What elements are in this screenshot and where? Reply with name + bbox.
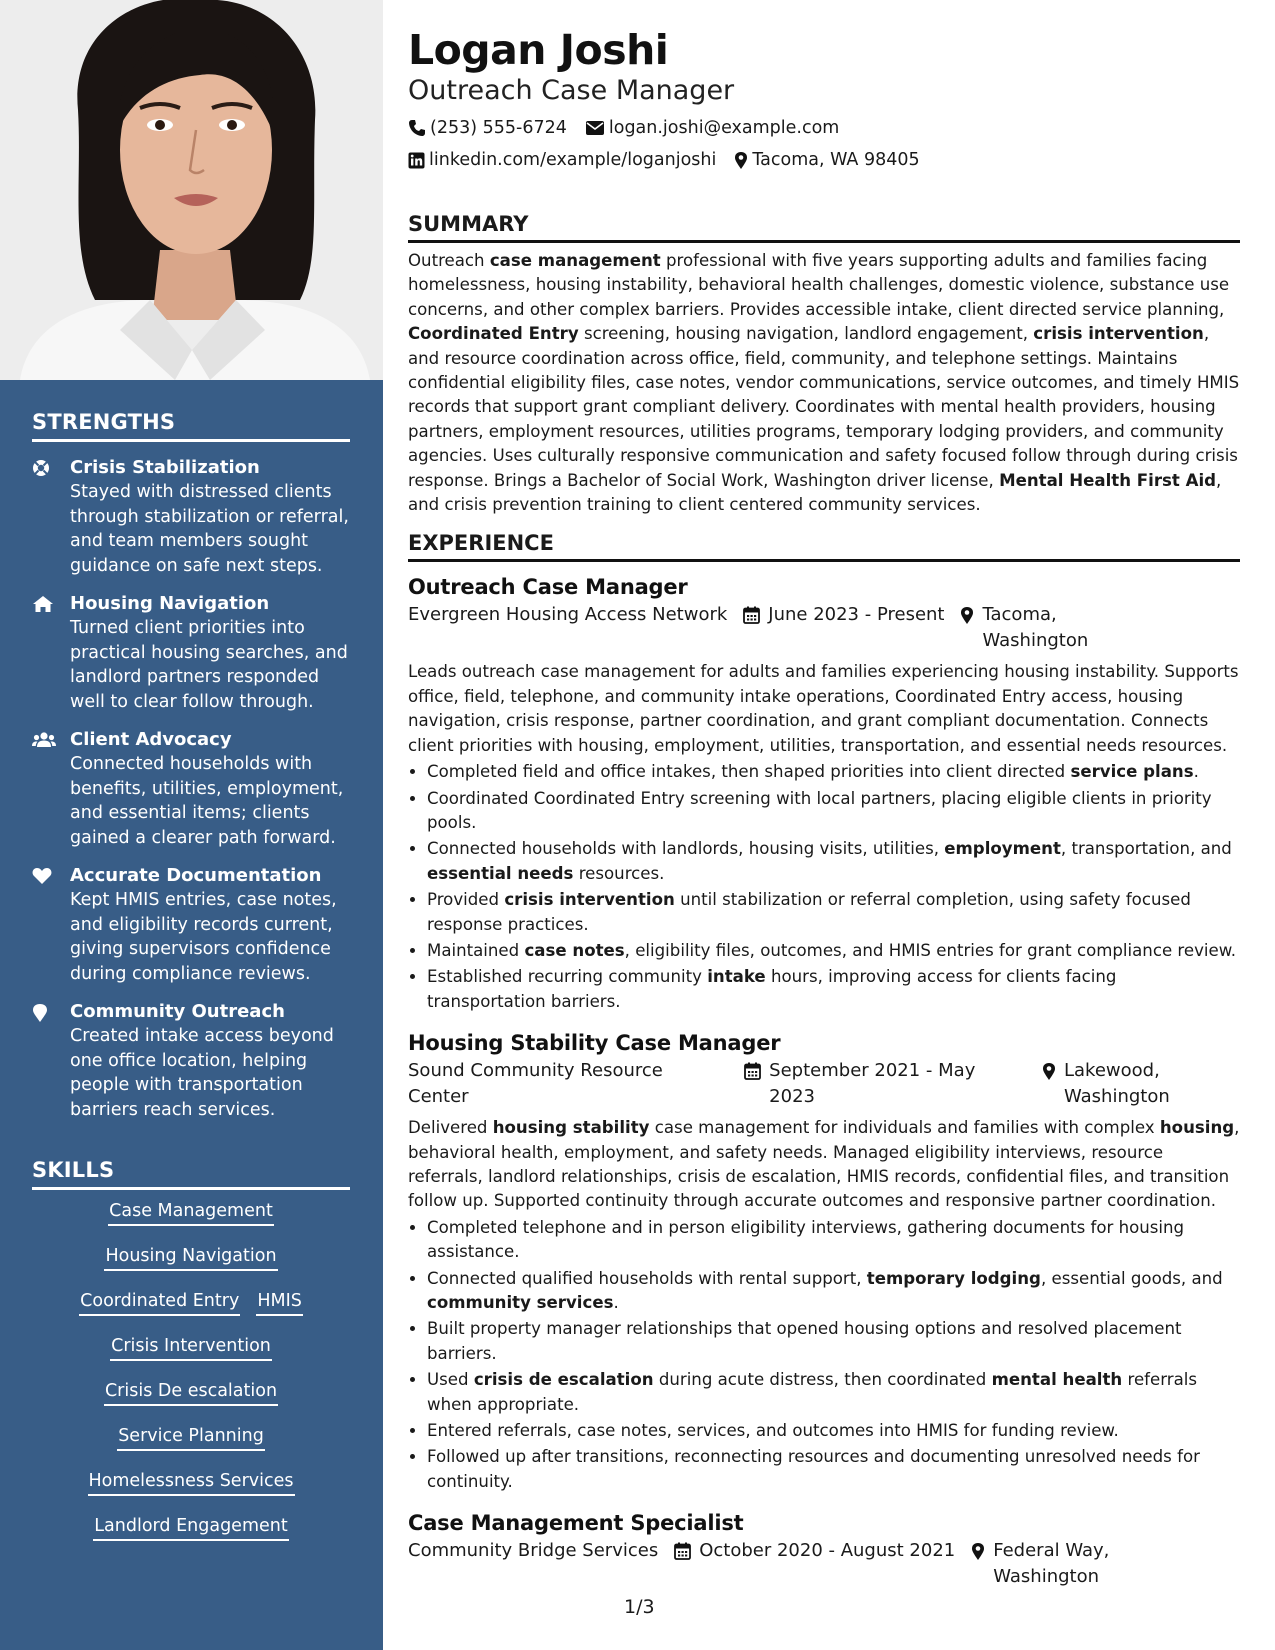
text-run: Built property manager relationships that opened housing options and resolved placement barriers. xyxy=(427,1319,1182,1363)
skills-section xyxy=(32,1158,350,1558)
text-run: referrals when appropriate. xyxy=(427,1370,1198,1414)
job-bullets xyxy=(408,1216,1240,1494)
bullet-item xyxy=(427,1419,1240,1443)
experience-list xyxy=(408,572,1240,1590)
strength-item xyxy=(32,456,350,578)
map-pin-icon xyxy=(32,1003,48,1023)
page-number: 1/3 xyxy=(624,1596,655,1618)
skill-tag: HMIS xyxy=(256,1288,303,1316)
strength-description: Stayed with distressed clients through stabilization or referral, and team members sought guidance on safe next steps. xyxy=(70,482,349,576)
bullet-item xyxy=(427,760,1240,784)
bold-keyword: crisis de escalation xyxy=(473,1370,654,1390)
job-entry xyxy=(408,572,1240,1014)
skill-tag: Crisis De escalation xyxy=(104,1378,278,1406)
text-run: Provided xyxy=(427,890,505,910)
text-run: professional with five years supporting adults and families facing homelessness, housing instability, behavioral health challenges, domestic violence, substance use concerns, and other complex barriers. Provides accessible intake, client directed service planning, xyxy=(408,251,1230,319)
skill-tag: Crisis Intervention xyxy=(110,1333,272,1361)
text-run: resources. xyxy=(573,863,665,883)
candidate-title: Outreach Case Manager xyxy=(408,75,735,106)
bold-keyword: mental health xyxy=(991,1370,1123,1390)
bullet-item xyxy=(427,888,1240,937)
bold-keyword: case notes xyxy=(524,940,625,960)
strength-description: Created intake access beyond one office location, helping people with transportation barriers reach services. xyxy=(70,1026,334,1120)
text-run: , and resource coordination across office, field, community, and telephone settings. Maintains confidential eligibility files, case notes, vendor communications, service outcomes, and timely HMIS records that support grant compliant delivery. Coordinates with mental health providers, housing partners, employment resources, utilities programs, temporary lodging providers, and community agencies. Uses culturally responsive communication and safety focused follow through during crisis response. Brings a Bachelor of Social Work, Washington driver license, xyxy=(408,324,1240,490)
text-run: , and crisis prevention training to client centered community services. xyxy=(408,470,1222,515)
bullet-item xyxy=(427,1216,1240,1265)
text-run: , essential goods, and xyxy=(1040,1268,1223,1288)
calendar-icon xyxy=(674,1542,691,1560)
users-icon xyxy=(32,731,56,749)
lifebuoy-icon xyxy=(32,459,50,477)
strength-item xyxy=(32,592,350,714)
skills-list xyxy=(32,1190,350,1545)
text-run: Completed telephone and in person eligibility interviews, gathering documents for housing assistance. xyxy=(427,1217,1185,1262)
text-run: Connected households with landlords, housing visits, utilities, xyxy=(427,839,945,859)
job-location xyxy=(1038,1058,1228,1110)
job-dates xyxy=(739,602,944,628)
heart-icon xyxy=(32,867,52,885)
text-run: Connected qualified households with rental support, xyxy=(427,1268,867,1288)
company-name: Community Bridge Services xyxy=(408,1540,659,1562)
bold-keyword: community services xyxy=(427,1293,614,1312)
text-run: Completed field and office intakes, then shaped priorities into client directed xyxy=(427,762,1071,782)
summary-heading: SUMMARY xyxy=(408,212,1240,243)
strength-title: Community Outreach xyxy=(70,1001,285,1022)
text-run: , behavioral health, employment, and safety needs. Managed eligibility interviews, resource referrals, landlord relationships, crisis de escalation, HMIS records, confidential files, and transition follow up. Supported continuity through accurate outcomes and responsive partner coordination. xyxy=(408,1118,1240,1211)
company-name: Sound Community Resource Center xyxy=(408,1060,663,1108)
bullet-item xyxy=(427,1267,1240,1316)
text-run: . xyxy=(613,1293,619,1312)
linkedin-icon xyxy=(408,152,425,169)
linkedin-link[interactable]: linkedin.com/example/loganjoshi xyxy=(429,150,717,170)
bold-keyword: housing stability xyxy=(492,1118,650,1138)
skill-tag: Homelessness Services xyxy=(88,1468,295,1496)
skill-tag: Landlord Engagement xyxy=(93,1513,288,1541)
job-dates-text: June 2023 - Present xyxy=(768,604,945,626)
job-meta xyxy=(408,1058,1240,1110)
text-run: Leads outreach case management for adults and families experiencing housing instability. Supports office, field, telephone, and community intake operations, Coordinated Entry access, housing navigation, crisis response, partner coordination, and grant compliant documentation. Connects client priorities with housing, employment, utilities, transportation, and essential needs resources. xyxy=(408,662,1239,755)
candidate-name: Logan Joshi xyxy=(408,26,669,74)
experience-heading: EXPERIENCE xyxy=(408,531,1240,562)
job-location-text: Lakewood, Washington xyxy=(1064,1060,1170,1108)
job-role: Housing Stability Case Manager xyxy=(408,1031,781,1056)
text-run: Delivered xyxy=(408,1118,493,1138)
bold-keyword: essential needs xyxy=(427,863,574,883)
job-meta xyxy=(408,602,1240,654)
bold-keyword: housing xyxy=(1159,1118,1235,1138)
text-run: , transportation, and xyxy=(1060,839,1232,859)
map-pin-icon xyxy=(971,1542,985,1561)
bold-keyword: employment xyxy=(944,839,1061,859)
job-bullets xyxy=(408,760,1240,1014)
skill-tag: Housing Navigation xyxy=(104,1243,277,1271)
contact-row xyxy=(408,112,1240,144)
text-run: during acute distress, then coordinated xyxy=(653,1370,992,1390)
text-run: until stabilization or referral completion, using safety focused response practices. xyxy=(427,890,1191,934)
location-text: Tacoma, WA 98405 xyxy=(752,150,920,170)
job-meta xyxy=(408,1538,1240,1590)
text-run: Maintained xyxy=(427,940,525,960)
profile-photo xyxy=(0,0,383,380)
skill-tag: Coordinated Entry xyxy=(79,1288,240,1316)
job-description xyxy=(408,1116,1240,1214)
email-link[interactable]: logan.joshi@example.com xyxy=(608,118,840,138)
skill-tag: Case Management xyxy=(108,1198,274,1226)
job-entry xyxy=(408,1508,1240,1590)
job-entry xyxy=(408,1028,1240,1494)
text-run: Established recurring community xyxy=(427,967,708,987)
job-location-text: Federal Way, Washington xyxy=(993,1540,1110,1588)
job-dates xyxy=(670,1538,955,1564)
text-run: screening, housing navigation, landlord engagement, xyxy=(578,324,1034,344)
portrait-illustration xyxy=(0,0,383,380)
map-pin-icon xyxy=(960,606,974,625)
job-location xyxy=(967,1538,1157,1590)
phone-contact xyxy=(408,112,567,144)
phone-icon xyxy=(408,119,426,137)
bold-keyword: Coordinated Entry xyxy=(408,324,579,344)
bold-keyword: intake xyxy=(707,967,766,987)
text-run: Followed up after transitions, reconnecting resources and documenting unresolved needs for continuity. xyxy=(427,1447,1200,1491)
strength-item xyxy=(32,864,350,986)
strength-title: Crisis Stabilization xyxy=(70,457,260,478)
strength-description: Turned client priorities into practical housing searches, and landlord partners responded well to clear follow through. xyxy=(70,618,348,712)
text-run: hours, improving access for clients facing transportation barriers. xyxy=(427,967,1117,1011)
bold-keyword: crisis intervention xyxy=(1033,324,1204,344)
bold-keyword: Mental Health First Aid xyxy=(999,470,1217,490)
bullet-item xyxy=(427,965,1240,1014)
strength-title: Client Advocacy xyxy=(70,729,232,750)
bullet-item xyxy=(427,787,1240,836)
bold-keyword: service plans xyxy=(1070,762,1194,782)
phone-text: (253) 555-6724 xyxy=(430,118,567,138)
bullet-item xyxy=(427,1445,1240,1494)
bullet-item xyxy=(427,1368,1240,1417)
job-dates-text: October 2020 - August 2021 xyxy=(699,1540,956,1562)
company-name: Evergreen Housing Access Network xyxy=(408,604,728,626)
text-run: Outreach xyxy=(408,251,490,270)
strength-item xyxy=(32,728,350,850)
strengths-heading: STRENGTHS xyxy=(32,410,350,442)
job-dates-text: September 2021 - May 2023 xyxy=(769,1060,976,1108)
envelope-icon xyxy=(585,120,605,136)
text-run: Used xyxy=(427,1370,474,1390)
job-location xyxy=(956,602,1146,654)
email-contact[interactable] xyxy=(585,112,839,144)
map-pin-icon xyxy=(1042,1062,1056,1081)
strengths-section xyxy=(32,410,350,1122)
calendar-icon xyxy=(743,606,760,624)
bullet-item xyxy=(427,837,1240,886)
main-content xyxy=(408,24,1240,1590)
linkedin-contact[interactable] xyxy=(408,144,716,176)
strength-description: Connected households with benefits, utilities, employment, and essential items; clients gained a clearer path forward. xyxy=(70,754,344,848)
text-run: Coordinated Coordinated Entry screening with local partners, placing eligible clients in priority pools. xyxy=(427,788,1212,832)
skill-tag: Service Planning xyxy=(117,1423,265,1451)
map-pin-icon xyxy=(734,151,748,170)
job-role: Outreach Case Manager xyxy=(408,575,688,600)
bold-keyword: temporary lodging xyxy=(866,1268,1041,1288)
text-run: . xyxy=(1193,762,1199,782)
strength-description: Kept HMIS entries, case notes, and eligibility records current, giving supervisors confidence during compliance reviews. xyxy=(70,890,337,984)
text-run: , eligibility files, outcomes, and HMIS entries for grant compliance review. xyxy=(624,940,1237,960)
bold-keyword: case management xyxy=(489,251,661,270)
bullet-item xyxy=(427,1317,1240,1366)
strength-title: Accurate Documentation xyxy=(70,865,322,886)
bullet-item xyxy=(427,939,1240,963)
contact-row xyxy=(408,144,1240,176)
sidebar xyxy=(0,0,383,1650)
calendar-icon xyxy=(744,1062,761,1080)
job-role: Case Management Specialist xyxy=(408,1511,744,1536)
job-description xyxy=(408,660,1240,758)
job-dates xyxy=(740,1058,1026,1110)
summary-text xyxy=(408,249,1240,517)
home-icon xyxy=(32,595,54,613)
job-location-text: Tacoma, Washington xyxy=(982,604,1089,652)
text-run: case management for individuals and families with complex xyxy=(649,1118,1160,1138)
strength-item xyxy=(32,1000,350,1122)
strength-title: Housing Navigation xyxy=(70,593,270,614)
location-contact xyxy=(734,144,919,176)
bold-keyword: crisis intervention xyxy=(504,890,675,910)
text-run: Entered referrals, case notes, services, and outcomes into HMIS for funding review. xyxy=(427,1421,1119,1441)
skills-heading: SKILLS xyxy=(32,1158,350,1190)
